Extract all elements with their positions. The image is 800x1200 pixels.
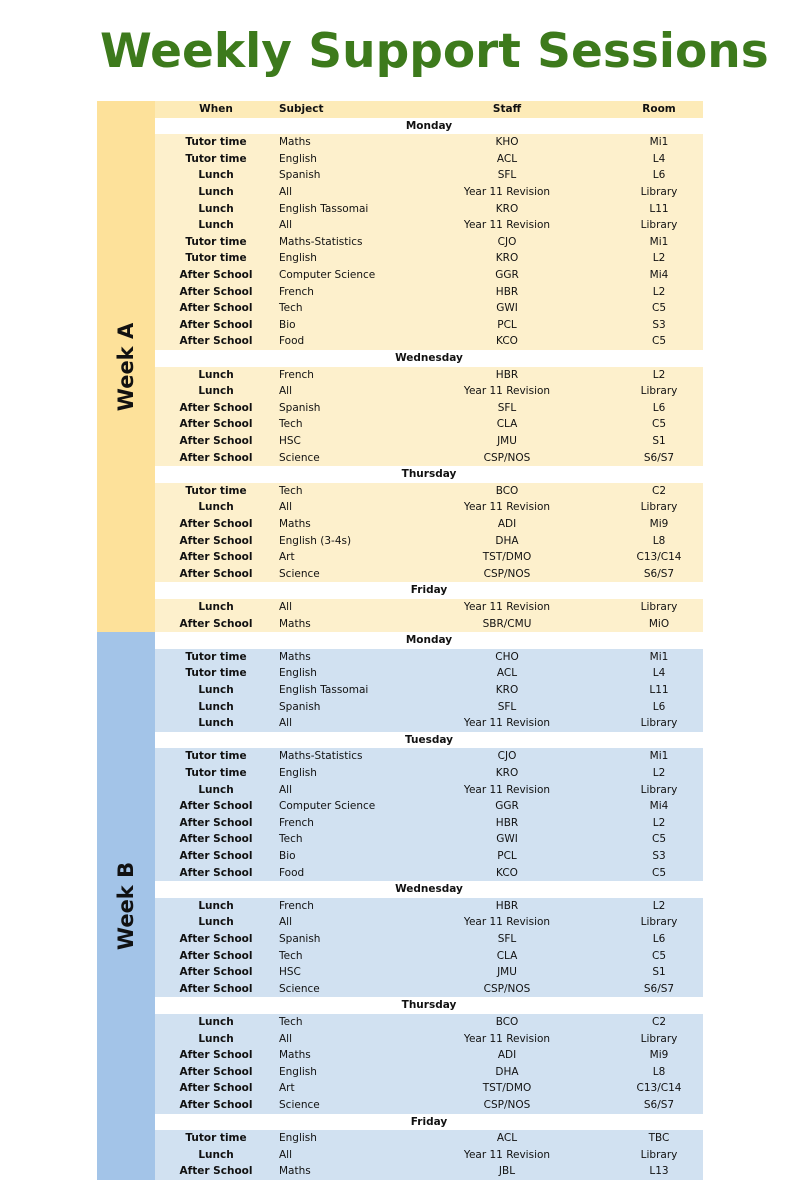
cell-staff: Year 11 Revision <box>463 219 551 232</box>
cell-subject: Tech <box>279 833 303 846</box>
table-row <box>155 450 703 467</box>
column-header-staff: Staff <box>492 103 522 115</box>
cell-subject: Tech <box>279 418 303 431</box>
day-heading: Wednesday <box>155 881 703 898</box>
cell-subject: HSC <box>279 435 301 447</box>
cell-room: C5 <box>651 866 666 879</box>
cell-subject: All <box>279 1148 293 1161</box>
cell-staff: DHA <box>495 1065 519 1078</box>
cell-subject: All <box>279 501 293 514</box>
cell-room: S3 <box>652 850 666 862</box>
cell-room: L13 <box>649 1165 669 1178</box>
cell-room: L6 <box>652 169 666 182</box>
week-label: Week A <box>114 322 138 411</box>
cell-when: Tutor time <box>185 152 247 165</box>
cell-room: C13/C14 <box>636 1082 682 1095</box>
cell-room: S6/S7 <box>643 1099 675 1111</box>
cell-subject: Tech <box>279 949 303 962</box>
cell-room: Library <box>640 601 678 613</box>
cell-when: After School <box>179 302 253 315</box>
cell-when: Lunch <box>198 717 234 730</box>
cell-when: After School <box>179 1082 253 1095</box>
day-heading: Tuesday <box>155 732 703 749</box>
cell-when: Lunch <box>198 501 234 514</box>
cell-room: L6 <box>652 933 666 945</box>
cell-when: After School <box>179 1065 253 1078</box>
cell-staff: KRO <box>495 684 519 696</box>
table-row <box>155 914 703 931</box>
cell-room: C5 <box>651 302 666 315</box>
table-row <box>155 616 703 633</box>
day-heading: Monday <box>155 632 703 649</box>
cell-when: Lunch <box>198 186 234 198</box>
cell-when: After School <box>179 800 253 813</box>
cell-staff: CSP/NOS <box>483 567 531 580</box>
cell-when: Lunch <box>198 601 234 613</box>
cell-staff: BCO <box>495 484 519 497</box>
table-row <box>155 433 703 450</box>
cell-room: Library <box>640 501 678 514</box>
cell-when: Lunch <box>198 684 234 696</box>
cell-subject: English <box>279 1132 317 1145</box>
cell-staff: GWI <box>496 833 518 846</box>
cell-room: L8 <box>652 534 666 547</box>
cell-subject: Science <box>279 1099 320 1111</box>
cell-when: After School <box>179 1099 253 1111</box>
cell-when: Tutor time <box>185 484 247 497</box>
table-row <box>155 300 703 317</box>
cell-subject: English <box>279 252 317 265</box>
cell-subject: Maths <box>279 136 311 149</box>
cell-when: After School <box>179 401 253 414</box>
cell-subject: English Tassomai <box>279 202 369 215</box>
table-row <box>155 1014 703 1031</box>
cell-subject: All <box>279 1032 293 1045</box>
cell-staff: CHO <box>495 650 519 663</box>
cell-when: After School <box>179 534 253 547</box>
cell-subject: Science <box>279 451 320 464</box>
cell-staff: Year 11 Revision <box>463 916 551 929</box>
cell-room: L11 <box>649 202 669 215</box>
cell-subject: English Tassomai <box>279 684 369 696</box>
cell-room: L2 <box>652 368 666 381</box>
cell-room: L2 <box>652 899 666 912</box>
cell-subject: Science <box>279 982 320 995</box>
cell-staff: JMU <box>497 966 517 979</box>
table-row <box>155 184 703 201</box>
cell-room: L2 <box>652 285 666 298</box>
cell-subject: Art <box>279 1082 295 1095</box>
cell-when: Lunch <box>198 385 234 398</box>
table-row <box>155 1047 703 1064</box>
table-row <box>155 782 703 799</box>
cell-staff: HBR <box>495 899 519 912</box>
cell-room: Mi1 <box>649 750 669 763</box>
cell-when: After School <box>179 435 253 447</box>
cell-subject: Maths <box>279 650 311 663</box>
cell-subject: Maths <box>279 1049 311 1062</box>
cell-room: Library <box>640 717 678 730</box>
cell-room: L2 <box>652 252 666 265</box>
cell-room: L6 <box>652 700 666 713</box>
cell-staff: PCL <box>497 318 517 331</box>
cell-when: After School <box>179 318 253 331</box>
column-header-room: Room <box>642 103 676 115</box>
table-row <box>155 566 703 583</box>
cell-subject: Spanish <box>279 401 321 414</box>
cell-when: Lunch <box>198 1032 234 1045</box>
cell-staff: CLA <box>496 949 518 962</box>
cell-when: Lunch <box>198 368 234 381</box>
cell-when: After School <box>179 418 253 431</box>
cell-staff: ACL <box>496 667 518 680</box>
cell-subject: French <box>279 285 314 298</box>
cell-staff: SFL <box>497 933 517 945</box>
cell-staff: CJO <box>497 750 517 763</box>
cell-subject: Spanish <box>279 700 321 713</box>
cell-staff: Year 11 Revision <box>463 385 551 398</box>
day-heading: Thursday <box>155 466 703 483</box>
cell-staff: Year 11 Revision <box>463 1148 551 1161</box>
table-row <box>155 1080 703 1097</box>
cell-when: After School <box>179 866 253 879</box>
table-row <box>155 284 703 301</box>
cell-when: Lunch <box>198 700 234 713</box>
cell-staff: ACL <box>496 1132 518 1145</box>
cell-room: TBC <box>648 1132 670 1145</box>
cell-staff: SFL <box>497 700 517 713</box>
cell-subject: French <box>279 816 314 829</box>
table-row <box>155 317 703 334</box>
table-row <box>155 898 703 915</box>
cell-room: Library <box>640 916 678 929</box>
cell-subject: Maths-Statistics <box>279 750 363 763</box>
cell-staff: ACL <box>496 152 518 165</box>
table-row <box>155 981 703 998</box>
cell-staff: Year 11 Revision <box>463 717 551 730</box>
cell-staff: KCO <box>496 866 518 879</box>
cell-staff: CLA <box>496 418 518 431</box>
cell-room: L4 <box>652 667 666 680</box>
cell-staff: Year 11 Revision <box>463 601 551 613</box>
cell-staff: Year 11 Revision <box>463 186 551 198</box>
cell-subject: English <box>279 152 317 165</box>
cell-subject: Spanish <box>279 933 321 945</box>
table-row <box>155 499 703 516</box>
table-row <box>155 682 703 699</box>
cell-subject: Bio <box>279 850 296 862</box>
table-row <box>155 151 703 168</box>
cell-staff: DHA <box>495 534 519 547</box>
cell-subject: Tech <box>279 484 303 497</box>
cell-when: After School <box>179 551 253 564</box>
cell-subject: Bio <box>279 318 296 331</box>
cell-staff: KHO <box>495 136 519 149</box>
cell-when: After School <box>179 335 253 348</box>
cell-when: Lunch <box>198 916 234 929</box>
cell-room: Mi9 <box>649 518 669 530</box>
cell-when: Tutor time <box>185 667 247 680</box>
page-title: Weekly Support Sessions <box>100 24 769 79</box>
table-row <box>155 267 703 284</box>
cell-staff: GGR <box>495 269 519 281</box>
table-row <box>155 865 703 882</box>
table-row <box>155 250 703 267</box>
cell-room: S6/S7 <box>643 567 675 580</box>
cell-room: Library <box>640 219 678 232</box>
cell-staff: KCO <box>496 335 518 348</box>
column-header-subject: Subject <box>279 103 324 115</box>
cell-when: Lunch <box>198 169 234 182</box>
cell-room: S6/S7 <box>643 982 675 995</box>
cell-staff: Year 11 Revision <box>463 783 551 796</box>
table-row <box>155 649 703 666</box>
table-row <box>155 831 703 848</box>
cell-when: Tutor time <box>185 136 247 149</box>
table-row <box>155 1163 703 1180</box>
day-heading: Friday <box>155 1114 703 1131</box>
table-row <box>155 217 703 234</box>
cell-subject: All <box>279 783 293 796</box>
cell-staff: Year 11 Revision <box>463 1032 551 1045</box>
day-heading: Wednesday <box>155 350 703 367</box>
cell-when: After School <box>179 1165 253 1178</box>
cell-room: L2 <box>652 767 666 779</box>
cell-room: L11 <box>649 684 669 696</box>
cell-subject: English <box>279 1065 317 1078</box>
cell-subject: Maths <box>279 1165 311 1178</box>
cell-staff: KRO <box>495 252 519 265</box>
cell-when: After School <box>179 518 253 530</box>
cell-room: L6 <box>652 401 666 414</box>
table-row <box>155 931 703 948</box>
cell-when: Lunch <box>198 783 234 796</box>
table-row <box>155 1097 703 1114</box>
table-row <box>155 1064 703 1081</box>
cell-staff: KRO <box>495 767 519 779</box>
cell-staff: CSP/NOS <box>483 982 531 995</box>
table-row <box>155 964 703 981</box>
cell-staff: HBR <box>495 816 519 829</box>
table-row <box>155 400 703 417</box>
cell-staff: PCL <box>497 850 517 862</box>
cell-staff: GWI <box>496 302 518 315</box>
cell-staff: SFL <box>497 401 517 414</box>
cell-when: After School <box>179 933 253 945</box>
cell-when: Lunch <box>198 202 234 215</box>
cell-room: L8 <box>652 1065 666 1078</box>
cell-room: Library <box>640 783 678 796</box>
cell-when: Lunch <box>198 1148 234 1161</box>
day-heading: Monday <box>155 118 703 135</box>
cell-room: C5 <box>651 418 666 431</box>
cell-subject: Tech <box>279 302 303 315</box>
week-a-band <box>97 101 155 632</box>
cell-when: Tutor time <box>185 235 247 248</box>
cell-when: Tutor time <box>185 252 247 265</box>
cell-when: Lunch <box>198 219 234 232</box>
cell-when: After School <box>179 285 253 298</box>
cell-subject: All <box>279 601 293 613</box>
table-row <box>155 234 703 251</box>
cell-subject: Computer Science <box>279 269 376 281</box>
cell-room: C5 <box>651 833 666 846</box>
cell-subject: All <box>279 219 293 232</box>
cell-when: Tutor time <box>185 750 247 763</box>
cell-room: Mi4 <box>649 800 669 813</box>
cell-room: S1 <box>652 435 666 447</box>
table-row <box>155 599 703 616</box>
cell-room: Mi1 <box>649 235 669 248</box>
table-row <box>155 1031 703 1048</box>
cell-staff: GGR <box>495 800 519 813</box>
cell-room: C2 <box>651 484 666 497</box>
cell-staff: SFL <box>497 169 517 182</box>
cell-subject: French <box>279 899 314 912</box>
cell-when: After School <box>179 567 253 580</box>
cell-staff: Year 11 Revision <box>463 501 551 514</box>
cell-room: L2 <box>652 816 666 829</box>
cell-staff: BCO <box>495 1016 519 1028</box>
cell-room: S6/S7 <box>643 451 675 464</box>
cell-subject: Food <box>279 335 305 348</box>
cell-subject: French <box>279 368 314 381</box>
cell-subject: English <box>279 667 317 680</box>
cell-subject: Maths <box>279 617 311 630</box>
table-row <box>155 383 703 400</box>
table-row <box>155 483 703 500</box>
table-row <box>155 748 703 765</box>
cell-when: After School <box>179 617 253 630</box>
table-row <box>155 798 703 815</box>
table-header <box>155 101 703 118</box>
table-row <box>155 699 703 716</box>
cell-subject: All <box>279 916 293 929</box>
cell-staff: CJO <box>497 235 517 248</box>
week-b-band <box>97 632 155 1180</box>
table-row <box>155 167 703 184</box>
cell-when: After School <box>179 949 253 962</box>
cell-staff: ADI <box>497 1049 517 1062</box>
cell-when: Lunch <box>198 899 234 912</box>
table-row <box>155 665 703 682</box>
cell-staff: KRO <box>495 202 519 215</box>
cell-room: C5 <box>651 949 666 962</box>
cell-subject: Food <box>279 866 305 879</box>
table-row <box>155 367 703 384</box>
table-row <box>155 848 703 865</box>
cell-subject: Science <box>279 567 320 580</box>
cell-room: MiO <box>648 617 670 630</box>
cell-room: Mi9 <box>649 1049 669 1062</box>
cell-when: Lunch <box>198 1016 234 1028</box>
cell-staff: JMU <box>497 435 517 447</box>
cell-subject: HSC <box>279 966 301 979</box>
cell-room: S3 <box>652 318 666 331</box>
cell-when: After School <box>179 982 253 995</box>
cell-staff: ADI <box>497 518 517 530</box>
cell-when: Tutor time <box>185 767 247 779</box>
cell-room: Mi1 <box>649 136 669 149</box>
cell-staff: CSP/NOS <box>483 1099 531 1111</box>
cell-when: Tutor time <box>185 650 247 663</box>
table-row <box>155 333 703 350</box>
table-row <box>155 533 703 550</box>
cell-room: Library <box>640 186 678 198</box>
cell-when: After School <box>179 966 253 979</box>
cell-subject: English (3-4s) <box>279 534 352 547</box>
table-row <box>155 516 703 533</box>
cell-subject: All <box>279 717 293 730</box>
cell-subject: Maths-Statistics <box>279 235 363 248</box>
cell-when: After School <box>179 269 253 281</box>
cell-staff: TST/DMO <box>482 551 532 564</box>
cell-when: After School <box>179 451 253 464</box>
table-row <box>155 1147 703 1164</box>
day-heading: Thursday <box>155 997 703 1014</box>
cell-subject: Maths <box>279 518 311 530</box>
cell-room: Library <box>640 385 678 398</box>
cell-room: L4 <box>652 152 666 165</box>
cell-when: After School <box>179 833 253 846</box>
cell-when: After School <box>179 816 253 829</box>
cell-subject: All <box>279 385 293 398</box>
cell-when: After School <box>179 1049 253 1062</box>
cell-when: After School <box>179 850 253 862</box>
table-row <box>155 416 703 433</box>
cell-room: C13/C14 <box>636 551 682 564</box>
cell-room: S1 <box>652 966 666 979</box>
table-row <box>155 765 703 782</box>
cell-staff: HBR <box>495 368 519 381</box>
cell-room: C5 <box>651 335 666 348</box>
cell-room: Library <box>640 1148 678 1161</box>
cell-when: Tutor time <box>185 1132 247 1145</box>
column-header-when: When <box>199 103 233 115</box>
cell-subject: Computer Science <box>279 800 376 813</box>
week-label: Week B <box>114 861 138 951</box>
cell-staff: TST/DMO <box>482 1082 532 1095</box>
table-row <box>155 134 703 151</box>
cell-staff: HBR <box>495 285 519 298</box>
cell-subject: Spanish <box>279 169 321 182</box>
cell-subject: Tech <box>279 1016 303 1028</box>
table-row <box>155 549 703 566</box>
cell-room: Mi1 <box>649 650 669 663</box>
table-row <box>155 201 703 218</box>
cell-room: Mi4 <box>649 269 669 281</box>
table-row <box>155 1130 703 1147</box>
table-row <box>155 715 703 732</box>
cell-subject: English <box>279 767 317 779</box>
table-row <box>155 815 703 832</box>
cell-staff: SBR/CMU <box>482 617 532 630</box>
day-heading: Friday <box>155 582 703 599</box>
cell-room: C2 <box>651 1016 666 1028</box>
cell-staff: JBL <box>498 1165 516 1178</box>
cell-subject: Art <box>279 551 295 564</box>
cell-staff: CSP/NOS <box>483 451 531 464</box>
cell-room: Library <box>640 1032 678 1045</box>
table-row <box>155 948 703 965</box>
cell-subject: All <box>279 186 293 198</box>
